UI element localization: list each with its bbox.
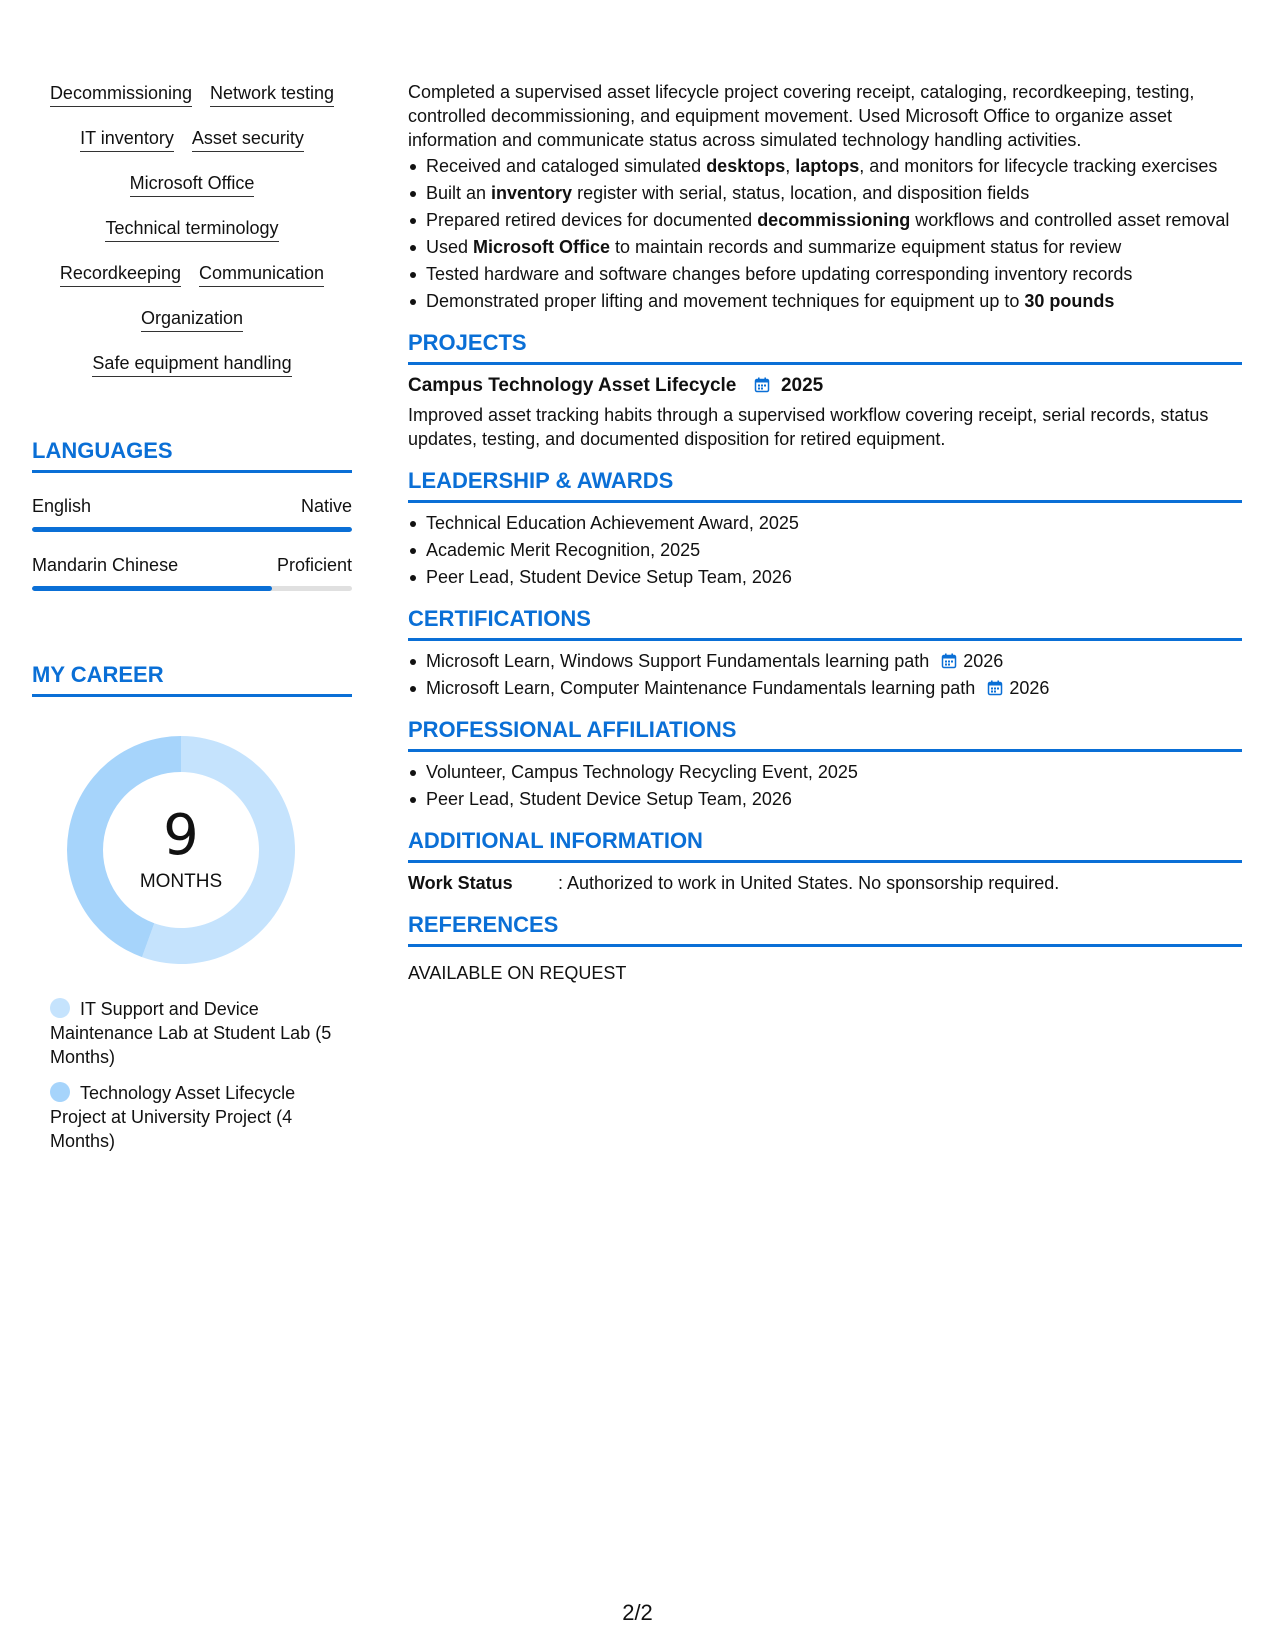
experience-bullets <box>408 154 1242 313</box>
affiliations-heading: PROFESSIONAL AFFILIATIONS <box>408 716 1242 752</box>
work-status-value: : Authorized to work in United States. No sponsorship required. <box>558 873 1060 893</box>
certifications-heading: CERTIFICATIONS <box>408 605 1242 641</box>
legend-dot-icon <box>50 998 70 1018</box>
language-name: Mandarin Chinese <box>32 555 179 575</box>
skill-tag: Network testing <box>210 82 334 107</box>
projects-heading: PROJECTS <box>408 329 1242 365</box>
skills-row <box>32 172 352 217</box>
language-item <box>32 554 352 591</box>
references-heading: REFERENCES <box>408 911 1242 947</box>
language-bar <box>32 586 352 591</box>
language-level: Native <box>300 496 352 516</box>
project-description: Improved asset tracking habits through a supervised workflow covering receipt, serial records, status updates, testing, and documented disposition for retired equipment. <box>408 405 1209 449</box>
list-item: Demonstrated proper lifting and movement techniques for equipment up to 30 pounds <box>408 289 1242 313</box>
list-item: Used Microsoft Office to maintain records and summarize equipment status for review <box>408 235 1242 259</box>
calendar-icon <box>941 653 957 669</box>
skill-tag: Microsoft Office <box>130 172 255 197</box>
list-item <box>408 649 1242 673</box>
certification-name: Microsoft Learn, Computer Maintenance Fundamentals learning path <box>426 678 976 698</box>
legend-label: IT Support and Device Maintenance Lab at Student Lab (5 Months) <box>50 999 332 1067</box>
list-item: Tested hardware and software changes before updating corresponding inventory records <box>408 262 1242 286</box>
skill-tag: IT inventory <box>80 127 174 152</box>
skills-row <box>32 217 352 262</box>
skill-tag: Safe equipment handling <box>92 352 291 377</box>
list-item: Peer Lead, Student Device Setup Team, 2026 <box>408 565 1242 589</box>
skill-tag: Organization <box>141 307 243 332</box>
skills-row <box>32 352 352 397</box>
awards-heading: LEADERSHIP & AWARDS <box>408 467 1242 503</box>
list-item <box>408 676 1242 700</box>
references-section <box>408 911 1242 985</box>
projects-section <box>408 329 1242 451</box>
right-column <box>408 80 1242 985</box>
skills-row <box>32 127 352 172</box>
additional-heading: ADDITIONAL INFORMATION <box>408 827 1242 863</box>
legend-item <box>50 997 340 1069</box>
left-column <box>32 82 352 1165</box>
language-item <box>32 495 352 532</box>
skill-tag: Technical terminology <box>105 217 278 242</box>
skill-tag: Asset security <box>192 127 304 152</box>
certifications-section <box>408 605 1242 700</box>
calendar-icon <box>987 680 1003 696</box>
skills-row <box>32 262 352 307</box>
language-level: Proficient <box>276 555 352 575</box>
calendar-icon <box>754 377 770 393</box>
additional-section <box>408 827 1242 895</box>
list-item: Peer Lead, Student Device Setup Team, 2026 <box>408 787 1242 811</box>
page-number: 2/2 <box>622 1600 653 1625</box>
project-year: 2025 <box>780 375 824 396</box>
skill-tag: Decommissioning <box>50 82 192 107</box>
list-item: Volunteer, Campus Technology Recycling Event, 2025 <box>408 760 1242 784</box>
career-donut <box>66 735 296 965</box>
experience-summary: Completed a supervised asset lifecycle project covering receipt, cataloging, recordkeeping, testing, controlled decommissioning, and equipment movement. Used Microsoft Office to organize asset information and communicate status across simulated technology handling activities. <box>408 82 1195 150</box>
certification-year: 2026 <box>1009 678 1050 698</box>
career-heading: MY CAREER <box>32 661 352 697</box>
certification-year: 2026 <box>963 651 1004 671</box>
project-title: Campus Technology Asset Lifecycle <box>408 375 737 396</box>
legend-item <box>50 1081 340 1153</box>
list-item: Received and cataloged simulated desktops, laptops, and monitors for lifecycle tracking exercises <box>408 154 1242 178</box>
skills-list <box>32 82 352 397</box>
list-item: Prepared retired devices for documented decommissioning workflows and controlled asset removal <box>408 208 1242 232</box>
list-item: Built an inventory register with serial, status, location, and disposition fields <box>408 181 1242 205</box>
career-section <box>32 661 352 1153</box>
list-item: Technical Education Achievement Award, 2025 <box>408 511 1242 535</box>
legend-dot-icon <box>50 1082 70 1102</box>
skills-row <box>32 82 352 127</box>
awards-section <box>408 467 1242 589</box>
language-bar <box>32 527 352 532</box>
donut-total-unit: MONTHS <box>139 871 223 892</box>
legend-label: Technology Asset Lifecycle Project at University Project (4 Months) <box>50 1083 296 1151</box>
references-text: AVAILABLE ON REQUEST <box>408 963 627 983</box>
list-item: Academic Merit Recognition, 2025 <box>408 538 1242 562</box>
languages-heading: LANGUAGES <box>32 437 352 473</box>
career-legend <box>50 997 340 1153</box>
language-bar-fill <box>32 586 272 591</box>
work-status-label: Work Status <box>408 873 513 893</box>
donut-total-number: 9 <box>163 803 199 868</box>
certification-name: Microsoft Learn, Windows Support Fundamentals learning path <box>426 651 930 671</box>
skills-row <box>32 307 352 352</box>
skill-tag: Communication <box>199 262 324 287</box>
experience-section <box>408 80 1242 313</box>
languages-section <box>32 437 352 591</box>
skill-tag: Recordkeeping <box>60 262 181 287</box>
affiliations-section <box>408 716 1242 811</box>
language-bar-fill <box>32 527 352 532</box>
language-name: English <box>32 496 92 516</box>
